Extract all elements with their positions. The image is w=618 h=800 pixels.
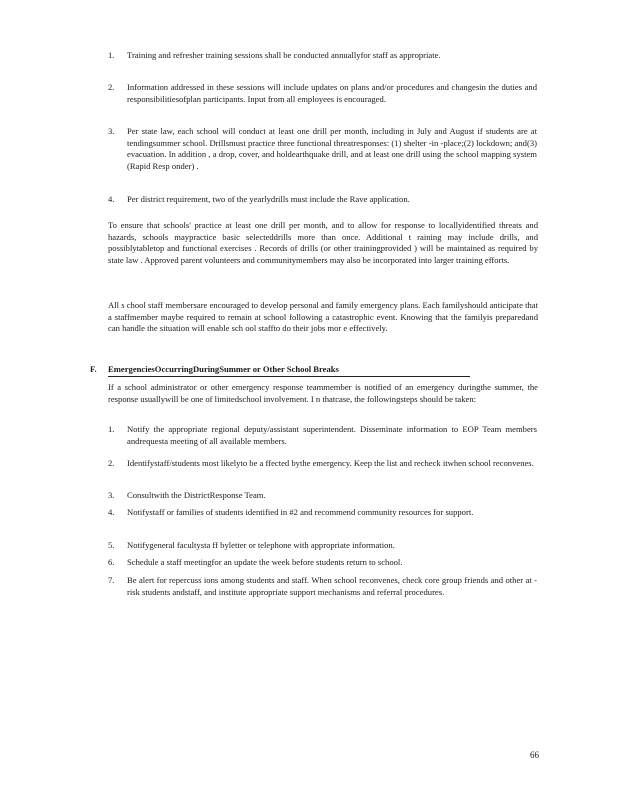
section-letter: F. [90, 364, 97, 374]
page-number: 66 [530, 750, 539, 760]
list-text: Be alert for repercuss ions among students and staff. When school reconvenes, check core group friends and other at -risk students andstaff, and institute appropriate support mechanisms and referral procedures. [127, 575, 537, 597]
list-text: Identifystaff/students most likelyto be a ffected bythe emergency. Keep the list and recheck itwhen school reconvenes. [127, 458, 534, 468]
list-number: 1. [108, 424, 115, 434]
list-number: 3. [108, 126, 115, 136]
paragraph-family-plans: All s chool staff membersare encouraged to develop personal and family emergency plans. Each familyshould anticipate that a staffmember maybe required to remain at school following a catastrophic event. Knowing that the familyis preparedand can handle the situation will enable sch ool staffto do their jobs mor e effectively. [108, 300, 538, 334]
list-text: Notifystaff or families of students identified in #2 and recommend community resources for support. [127, 507, 474, 517]
list-number: 7. [108, 575, 115, 585]
list-number: 1. [108, 50, 115, 60]
list-text: Per district requirement, two of the yearlydrills must include the Rave application. [127, 194, 410, 204]
list-number: 6. [108, 557, 115, 567]
paragraph-summer-intro: If a school administrator or other emergency response teammember is notified of an emergency duringthe summer, the response usuallywill be one of limitedschool involvement. I n thatcase, the followingsteps should be taken: [108, 382, 538, 404]
list-text: Notify the appropriate regional deputy/assistant superintendent. Disseminate information to EOP Team members andrequesta meeting of all available members. [127, 424, 537, 446]
list-number: 2. [108, 82, 115, 92]
list-text: Per state law, each school will conduct at least one drill per month, including in July and August if students are at tendingsummer school. Drillsmust practice three functional threatresponses: (1) shelter -in -place;(2) lockdown; and(3) evacuation. In addition , a drop, cover, and holdearthquake drill, and at least one drill using the school mapping system (Rapid Resp onder) . [127, 126, 537, 171]
list-text: Schedule a staff meetingfor an update the week before students return to school. [127, 557, 403, 567]
list-number: 5. [108, 540, 115, 550]
list-number: 3. [108, 490, 115, 500]
list-number: 4. [108, 507, 115, 517]
list-text: Training and refresher training sessions shall be conducted annuallyfor staff as appropriate. [127, 50, 441, 60]
list-number: 4. [108, 194, 115, 204]
list-text: Consultwith the DistrictResponse Team. [127, 490, 266, 500]
paragraph-drill-records: To ensure that schools' practice at least one drill per month, and to allow for response to locallyidentified threats and hazards, schools maypractice basic selecteddrills more than once. Additional t raining may include drills, and possiblytabletop and functional exercises . Records of drills (or other trainingprovided ) will be maintained as required by state law . Approved parent volunteers and communitymembers may also be incorporated into larger training efforts. [108, 220, 538, 265]
section-title: EmergenciesOccurringDuringSummer or Other School Breaks [108, 364, 470, 377]
list-text: Notifygeneral facultysta ff byletter or telephone with appropriate information. [127, 540, 395, 550]
list-text: Information addressed in these sessions will include updates on plans and/or procedures and changesin the duties and responsibilitiesofplan participants. Input from all employees is encouraged. [127, 82, 537, 104]
list-number: 2. [108, 458, 115, 468]
